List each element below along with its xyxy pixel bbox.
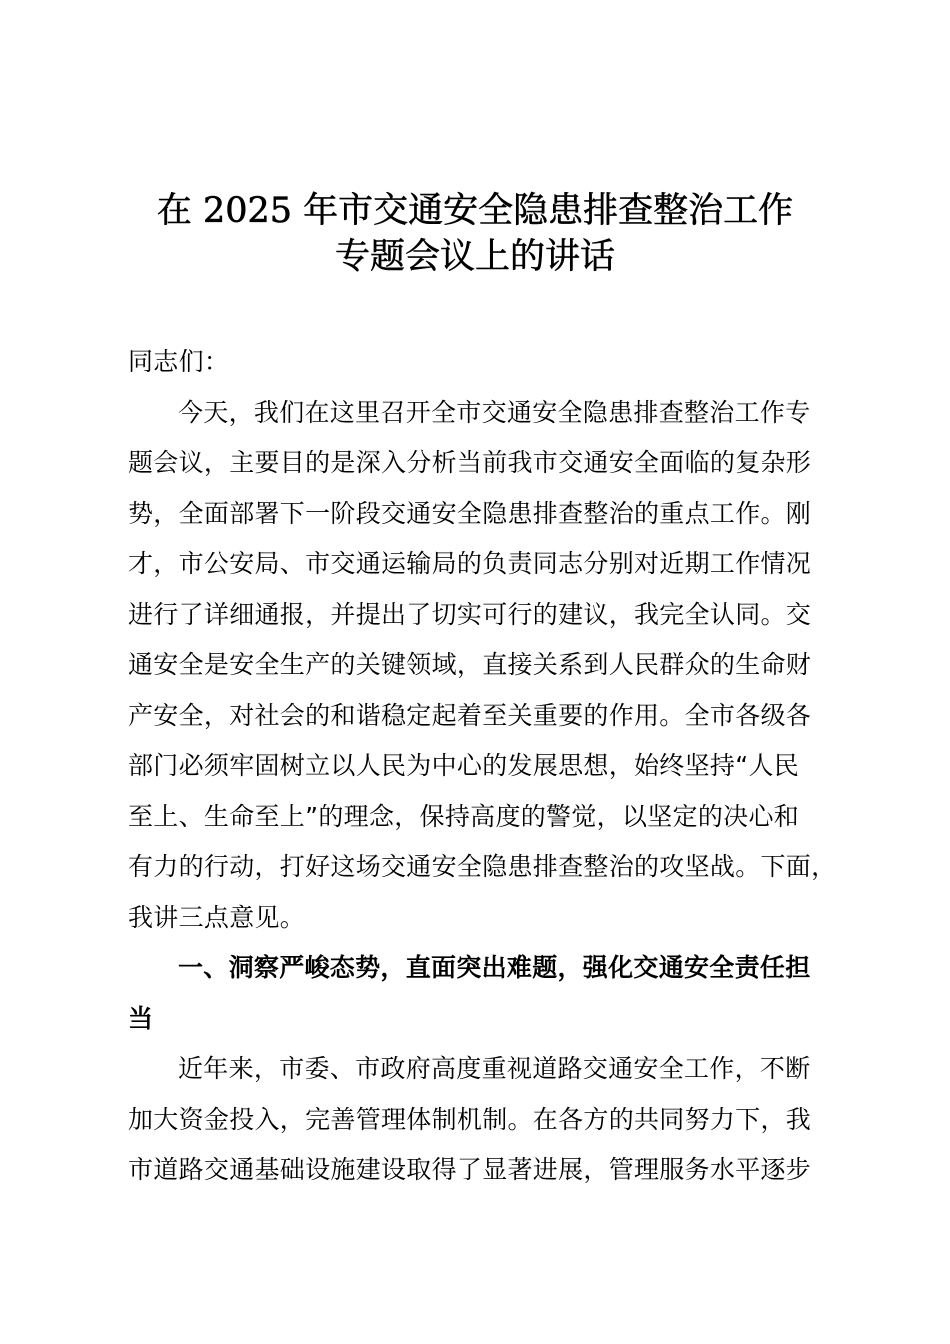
- paragraph-1-line: 有力的行动，打好这场交通安全隐患排查整治的攻坚战。下面，: [128, 852, 837, 881]
- title-line-1: 在 2025 年市交通安全隐患排查整治工作: [156, 191, 794, 231]
- paragraph-1-line: 今天，我们在这里召开全市交通安全隐患排查整治工作专: [178, 397, 811, 427]
- paragraph-1-line: 势，全面部署下一阶段交通安全隐患排查整治的重点工作。刚: [128, 498, 812, 528]
- paragraph-1-line: 题会议，主要目的是深入分析当前我市交通安全面临的复杂形: [128, 448, 812, 477]
- section-heading-1: 一、洞察严峻态势，直面突出难题，强化交通安全责任担: [178, 953, 811, 982]
- paragraph-1-line: 我讲三点意见。: [128, 902, 306, 932]
- paragraph-1-line: 产安全，对社会的和谐稳定起着至关重要的作用。全市各级各: [128, 700, 812, 730]
- title-line-2: 专题会议上的讲话: [334, 237, 615, 277]
- document-title: [0, 188, 950, 280]
- section-heading-1-cont: 当: [128, 1003, 154, 1033]
- salutation: 同志们：: [128, 347, 230, 376]
- paragraph-1-line: 部门必须牢固树立以人民为中心的发展思想，始终坚持“人民: [128, 751, 800, 780]
- paragraph-1-line: 进行了详细通报，并提出了切实可行的建议，我完全认同。交: [128, 599, 812, 629]
- paragraph-2-line: 市道路交通基础设施建设取得了显著进展，管理服务水平逐步: [128, 1155, 812, 1184]
- paragraph-2-line: 近年来，市委、市政府高度重视道路交通安全工作，不断: [178, 1054, 811, 1083]
- paragraph-1-line: 至上、生命至上”的理念，保持高度的警觉，以坚定的决心和: [128, 801, 800, 831]
- paragraph-1-line: 才，市公安局、市交通运输局的负责同志分别对近期工作情况: [128, 549, 812, 578]
- document-body: [128, 337, 837, 1196]
- paragraph-1-line: 通安全是安全生产的关键领域，直接关系到人民群众的生命财: [128, 650, 812, 679]
- paragraph-2-line: 加大资金投入，完善管理体制机制。在各方的共同努力下，我: [128, 1104, 812, 1134]
